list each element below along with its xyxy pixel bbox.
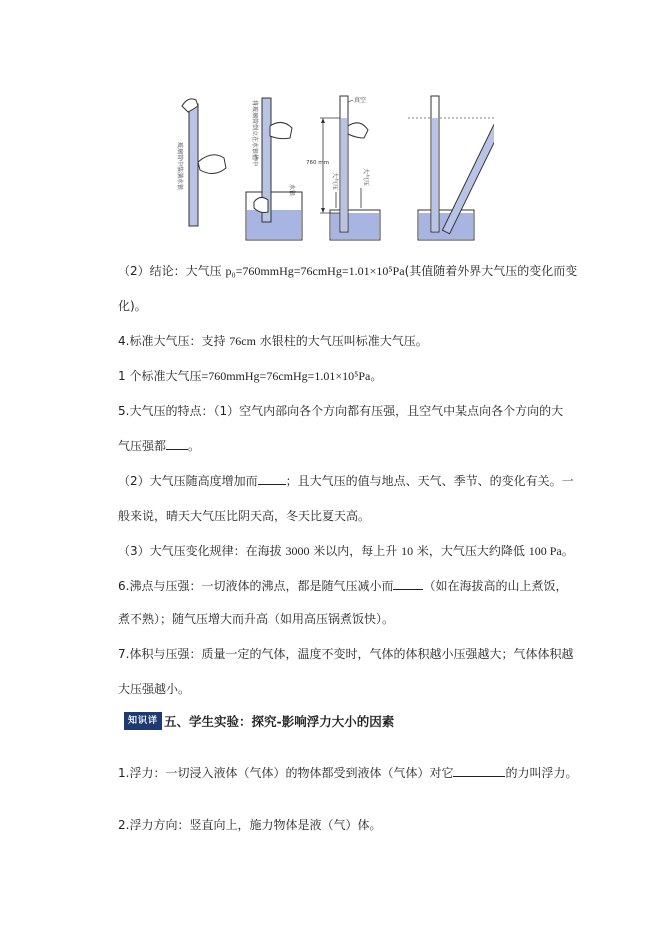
- pressure-features-line: 5.大气压的特点：（1）空气内部向各个方向都有压强，且空气中某点向各个方向的大: [118, 404, 564, 418]
- figure-label-atm-a: 大气压: [331, 172, 338, 191]
- section-badge: 知识详解: [124, 712, 162, 730]
- volume-pressure-line-2: 大压强越小。: [118, 682, 191, 696]
- conclusion-line-2: 化)。: [118, 299, 147, 313]
- figure-label-mercury: 水银: [288, 184, 295, 197]
- section-title: 五、学生实验：探究-影响浮力大小的因素: [164, 714, 395, 729]
- answer-blank[interactable]: [258, 472, 286, 485]
- figure-label-1: 玻璃管中装满水银: [176, 142, 183, 191]
- altitude-line: （2）大气压随高度增加而 ；且大气压的值与地点、天气、季节、的变化有关。一: [118, 474, 574, 488]
- boiling-point-line: 6.沸点与压强：一切液体的沸点，都是随气压减小而 （如在海拔高的山上煮饭，: [118, 579, 568, 593]
- figure-label-760: 760 mm: [306, 160, 329, 166]
- panel-1-filled-tube: [176, 99, 226, 226]
- panel-4-tilted-tube: [408, 96, 494, 240]
- volume-pressure-line: 7.体积与压强：质量一定的气体，温度不变时，气体的体积越小压强越大；气体体积越: [118, 647, 574, 661]
- boiling-point-line-2: 煮不熟）；随气压增大而升高（如用高压锅煮饭快）。: [118, 612, 395, 626]
- figure-label-vacuum: 真空: [354, 97, 367, 104]
- standard-pressure-value: 1 个标准大气压=760mmHg=76cmHg=1.01×10⁵Pa。: [118, 369, 383, 383]
- torricelli-figure: [172, 92, 494, 242]
- pressure-rule-line: （3）大气压变化规律：在海拔 3000 米以内，每上升 10 米，大气压大约降低 100 Pa。: [118, 544, 574, 558]
- panel-2-invert-tube: [246, 98, 302, 240]
- answer-blank[interactable]: [166, 437, 188, 450]
- answer-blank[interactable]: [453, 764, 505, 777]
- altitude-line-2: 般来说，晴天大气压比阴天高，冬天比夏天高。: [118, 509, 371, 523]
- conclusion-line: （2）结论：大气压 p₀=760mmHg=76cmHg=1.01×10⁵Pa(其值随着外界大气压的变化而变: [118, 264, 578, 278]
- panel-3-760mm-column: [306, 96, 380, 240]
- figure-label-atm-b: 大气压: [362, 168, 369, 187]
- pressure-features-line-2: 气压强都 。: [118, 439, 201, 453]
- buoyancy-direction-line: 2.浮力方向：竖直向上，施力物体是液（气）体。: [118, 818, 382, 832]
- figure-label-2: 将玻璃管倒立在水银槽中: [251, 100, 258, 167]
- answer-blank[interactable]: [393, 577, 423, 590]
- pressure-formula: p₀=760mmHg=76cmHg=1.01×10⁵Pa: [225, 264, 405, 278]
- buoyancy-def-line: 1.浮力：一切浸入液体（气体）的物体都受到液体（气体）对它 的力叫浮力。: [118, 766, 578, 780]
- standard-pressure-def: 4.标准大气压：支持 76cm 水银柱的大气压叫标准大气压。: [118, 334, 428, 348]
